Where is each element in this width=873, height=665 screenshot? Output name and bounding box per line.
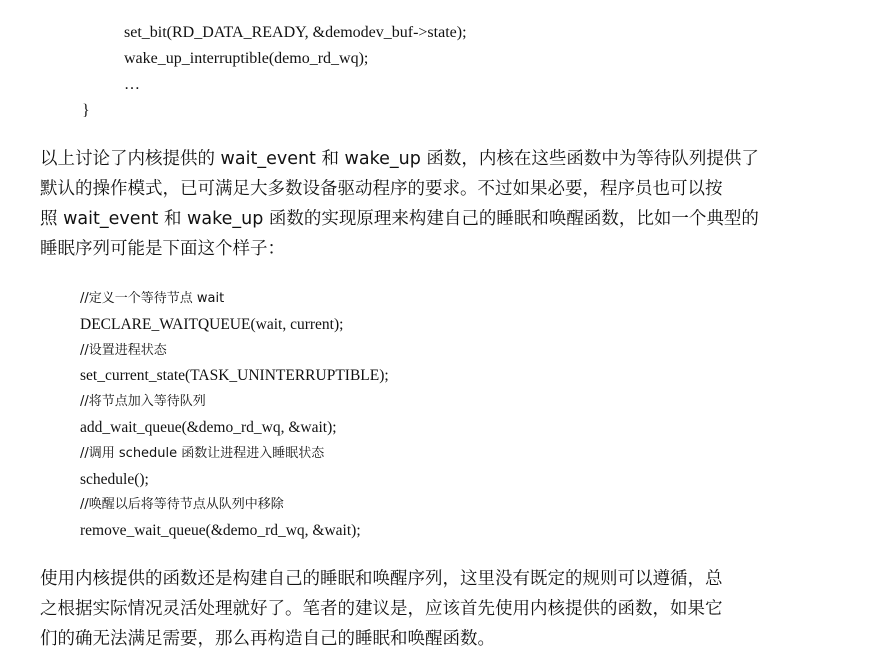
paragraph-line: 之根据实际情况灵活处理就好了。笔者的建议是，应该首先使用内核提供的函数，如果它	[40, 599, 723, 619]
paragraph-line: 以上讨论了内核提供的 wait_event 和 wake_up 函数，内核在这些函数中为等待队列提供了	[40, 149, 759, 169]
code-line: …	[124, 76, 140, 93]
code-comment: //将节点加入等待队列	[80, 394, 206, 410]
paragraph-conclusion	[40, 564, 840, 654]
code-comment: //调用 schedule 函数让进程进入睡眠状态	[80, 445, 325, 461]
paragraph-line: 默认的操作模式，已可满足大多数设备驱动程序的要求。不过如果必要，程序员也可以按	[40, 179, 723, 199]
paragraph-line: 照 wait_event 和 wake_up 函数的实现原理来构建自己的睡眠和唤醒函数，比如一个典型的	[40, 209, 759, 229]
closing-brace: }	[82, 102, 90, 119]
code-comment: //唤醒以后将等待节点从队列中移除	[80, 497, 284, 513]
code-line: add_wait_queue(&demo_rd_wq, &wait);	[80, 418, 337, 436]
top-code-snippet	[82, 20, 467, 124]
sleep-sequence-code	[80, 286, 389, 544]
code-line: schedule();	[80, 470, 149, 488]
code-comment: //定义一个等待节点 wait	[80, 291, 225, 306]
code-line: remove_wait_queue(&demo_rd_wq, &wait);	[80, 522, 361, 540]
paragraph-line: 睡眠序列可能是下面这个样子：	[40, 239, 285, 259]
code-line: set_bit(RD_DATA_READY, &demodev_buf->state);	[124, 24, 467, 41]
paragraph-intro	[40, 144, 840, 264]
paragraph-line: 使用内核提供的函数还是构建自己的睡眠和唤醒序列，这里没有既定的规则可以遵循，总	[40, 569, 723, 589]
code-line: DECLARE_WAITQUEUE(wait, current);	[80, 315, 344, 333]
code-comment: //设置进程状态	[80, 342, 167, 358]
paragraph-line: 们的确无法满足需要，那么再构造自己的睡眠和唤醒函数。	[40, 629, 495, 649]
code-line: set_current_state(TASK_UNINTERRUPTIBLE);	[80, 367, 389, 385]
code-line: wake_up_interruptible(demo_rd_wq);	[124, 50, 369, 67]
